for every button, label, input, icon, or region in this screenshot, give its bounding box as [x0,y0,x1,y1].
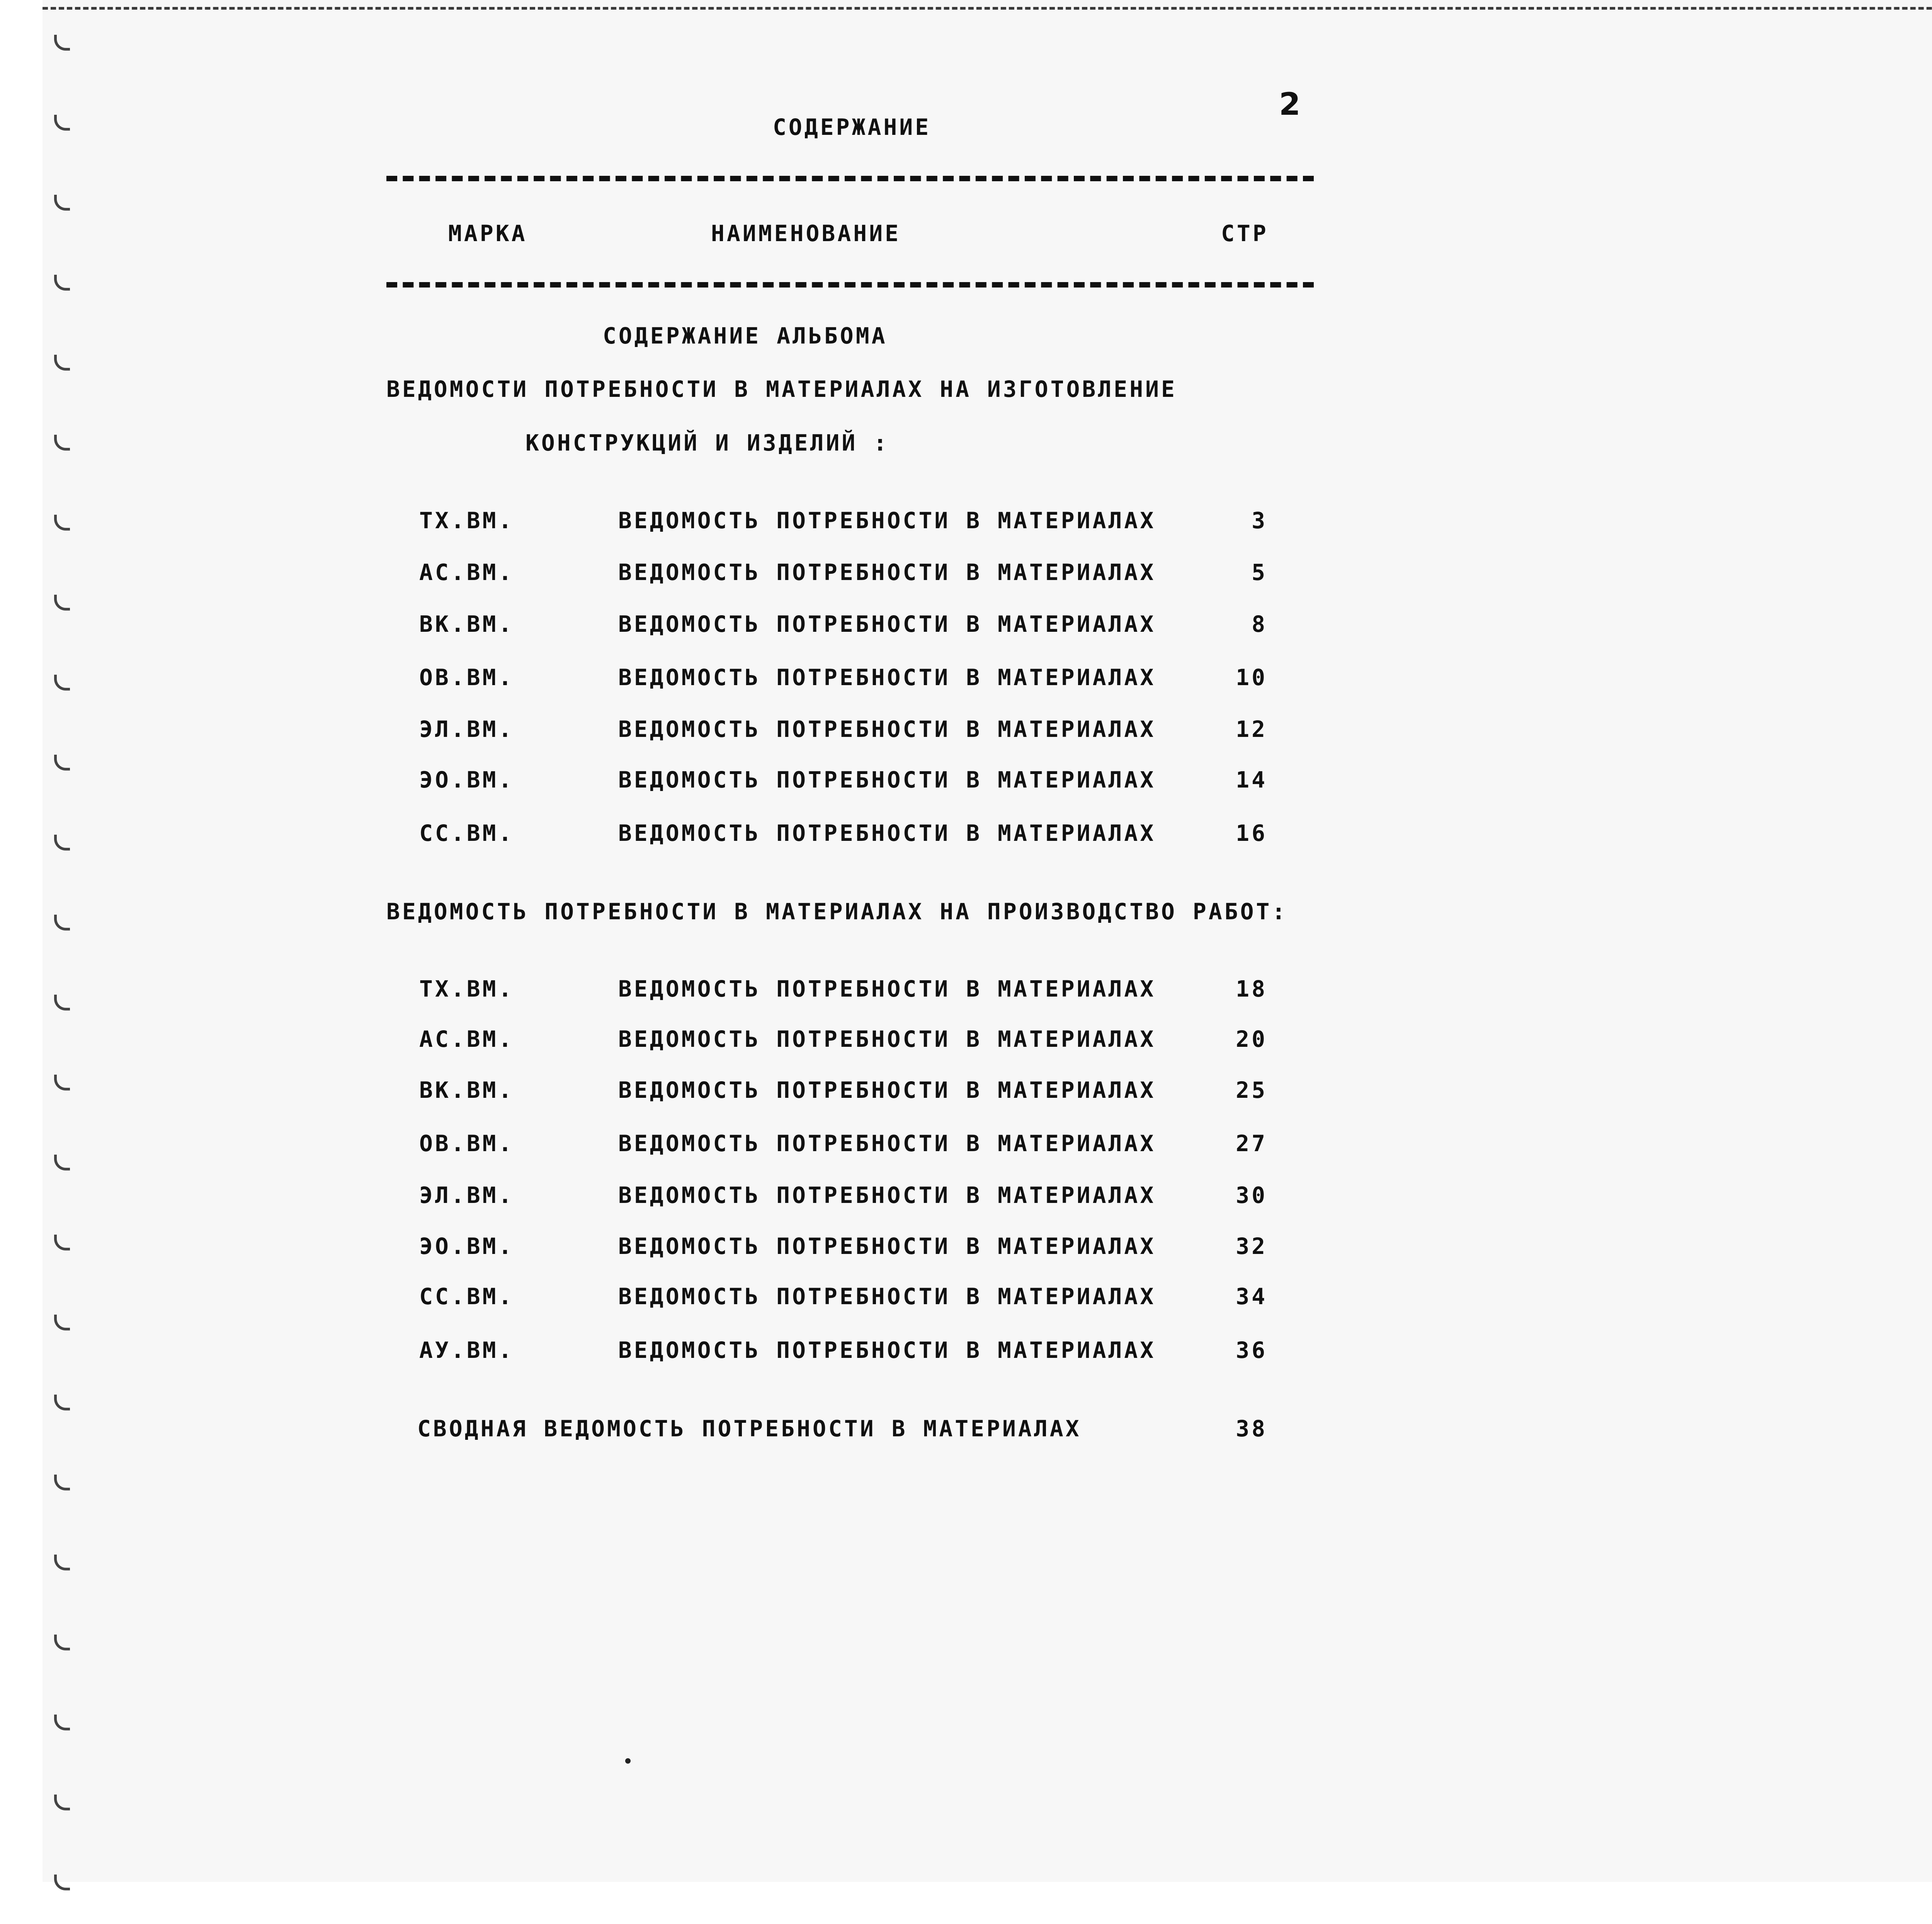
item-name: ВЕДОМОСТЬ ПОТРЕБНОСТИ В МАТЕРИАЛАХ [618,1077,1156,1103]
item-mark: СС.ВМ. [419,1283,514,1310]
item-page: 12 [1236,716,1267,742]
item-mark: ЭЛ.ВМ. [419,1182,514,1208]
item-mark: ВК.ВМ. [419,611,514,637]
item-page: 30 [1236,1182,1267,1208]
item-page: 16 [1236,820,1267,846]
item-mark: ВК.ВМ. [419,1077,514,1103]
item-name: ВЕДОМОСТЬ ПОТРЕБНОСТИ В МАТЕРИАЛАХ [618,507,1156,534]
item-name: ВЕДОМОСТЬ ПОТРЕБНОСТИ В МАТЕРИАЛАХ [618,1283,1156,1310]
album-heading: СОДЕРЖАНИЕ АЛЬБОМА [603,323,888,349]
column-header-page: СТР [1221,220,1269,247]
item-mark: ЭЛ.ВМ. [419,716,514,742]
section1-title: ВЕДОМОСТИ ПОТРЕБНОСТИ В МАТЕРИАЛАХ НА ИЗГОТОВЛЕНИЕ [386,376,1177,402]
item-page: 18 [1236,976,1267,1002]
item-name: ВЕДОМОСТЬ ПОТРЕБНОСТИ В МАТЕРИАЛАХ [618,976,1156,1002]
item-page: 20 [1236,1026,1267,1052]
item-mark: ЭО.ВМ. [419,1233,514,1259]
item-page: 14 [1236,767,1267,793]
summary-name: СВОДНАЯ ВЕДОМОСТЬ ПОТРЕБНОСТИ В МАТЕРИАЛАХ [417,1415,1082,1442]
page-title: СОДЕРЖАНИЕ [773,114,931,140]
summary-page: 38 [1236,1415,1267,1442]
item-name: ВЕДОМОСТЬ ПОТРЕБНОСТИ В МАТЕРИАЛАХ [618,1182,1156,1208]
item-name: ВЕДОМОСТЬ ПОТРЕБНОСТИ В МАТЕРИАЛАХ [618,820,1156,846]
item-mark: АУ.ВМ. [419,1337,514,1363]
item-name: ВЕДОМОСТЬ ПОТРЕБНОСТИ В МАТЕРИАЛАХ [618,1130,1156,1157]
item-name: ВЕДОМОСТЬ ПОТРЕБНОСТИ В МАТЕРИАЛАХ [618,559,1156,585]
left-tractor-holes [54,35,85,1874]
item-name: ВЕДОМОСТЬ ПОТРЕБНОСТИ В МАТЕРИАЛАХ [618,716,1156,742]
item-name: ВЕДОМОСТЬ ПОТРЕБНОСТИ В МАТЕРИАЛАХ [618,767,1156,793]
item-mark: ОВ.ВМ. [419,664,514,691]
item-page: 3 [1252,507,1267,534]
page-number: 2 [1279,86,1301,122]
item-mark: АС.ВМ. [419,559,514,585]
ink-speck [625,1758,631,1764]
item-mark: ОВ.ВМ. [419,1130,514,1157]
item-page: 27 [1236,1130,1267,1157]
column-header-name: НАИМЕНОВАНИЕ [711,220,901,247]
item-mark: ТХ.ВМ. [419,507,514,534]
item-mark: СС.ВМ. [419,820,514,846]
item-page: 34 [1236,1283,1267,1310]
item-name: ВЕДОМОСТЬ ПОТРЕБНОСТИ В МАТЕРИАЛАХ [618,664,1156,691]
column-header-mark: МАРКА [448,220,527,247]
item-mark: ТХ.ВМ. [419,976,514,1002]
header-divider-top [386,176,1314,181]
item-page: 32 [1236,1233,1267,1259]
item-page: 25 [1236,1077,1267,1103]
item-name: ВЕДОМОСТЬ ПОТРЕБНОСТИ В МАТЕРИАЛАХ [618,1233,1156,1259]
item-page: 10 [1236,664,1267,691]
item-name: ВЕДОМОСТЬ ПОТРЕБНОСТИ В МАТЕРИАЛАХ [618,1337,1156,1363]
item-name: ВЕДОМОСТЬ ПОТРЕБНОСТИ В МАТЕРИАЛАХ [618,611,1156,637]
header-divider-bottom [386,282,1314,287]
item-page: 36 [1236,1337,1267,1363]
item-mark: АС.ВМ. [419,1026,514,1052]
item-mark: ЭО.ВМ. [419,767,514,793]
item-page: 5 [1252,559,1267,585]
section2-title: ВЕДОМОСТЬ ПОТРЕБНОСТИ В МАТЕРИАЛАХ НА ПРОИЗВОДСТВО РАБОТ: [386,898,1288,925]
item-name: ВЕДОМОСТЬ ПОТРЕБНОСТИ В МАТЕРИАЛАХ [618,1026,1156,1052]
top-perforation-line [43,7,1932,10]
section1-subtitle: КОНСТРУКЦИЙ И ИЗДЕЛИЙ : [526,430,889,456]
item-page: 8 [1252,611,1267,637]
